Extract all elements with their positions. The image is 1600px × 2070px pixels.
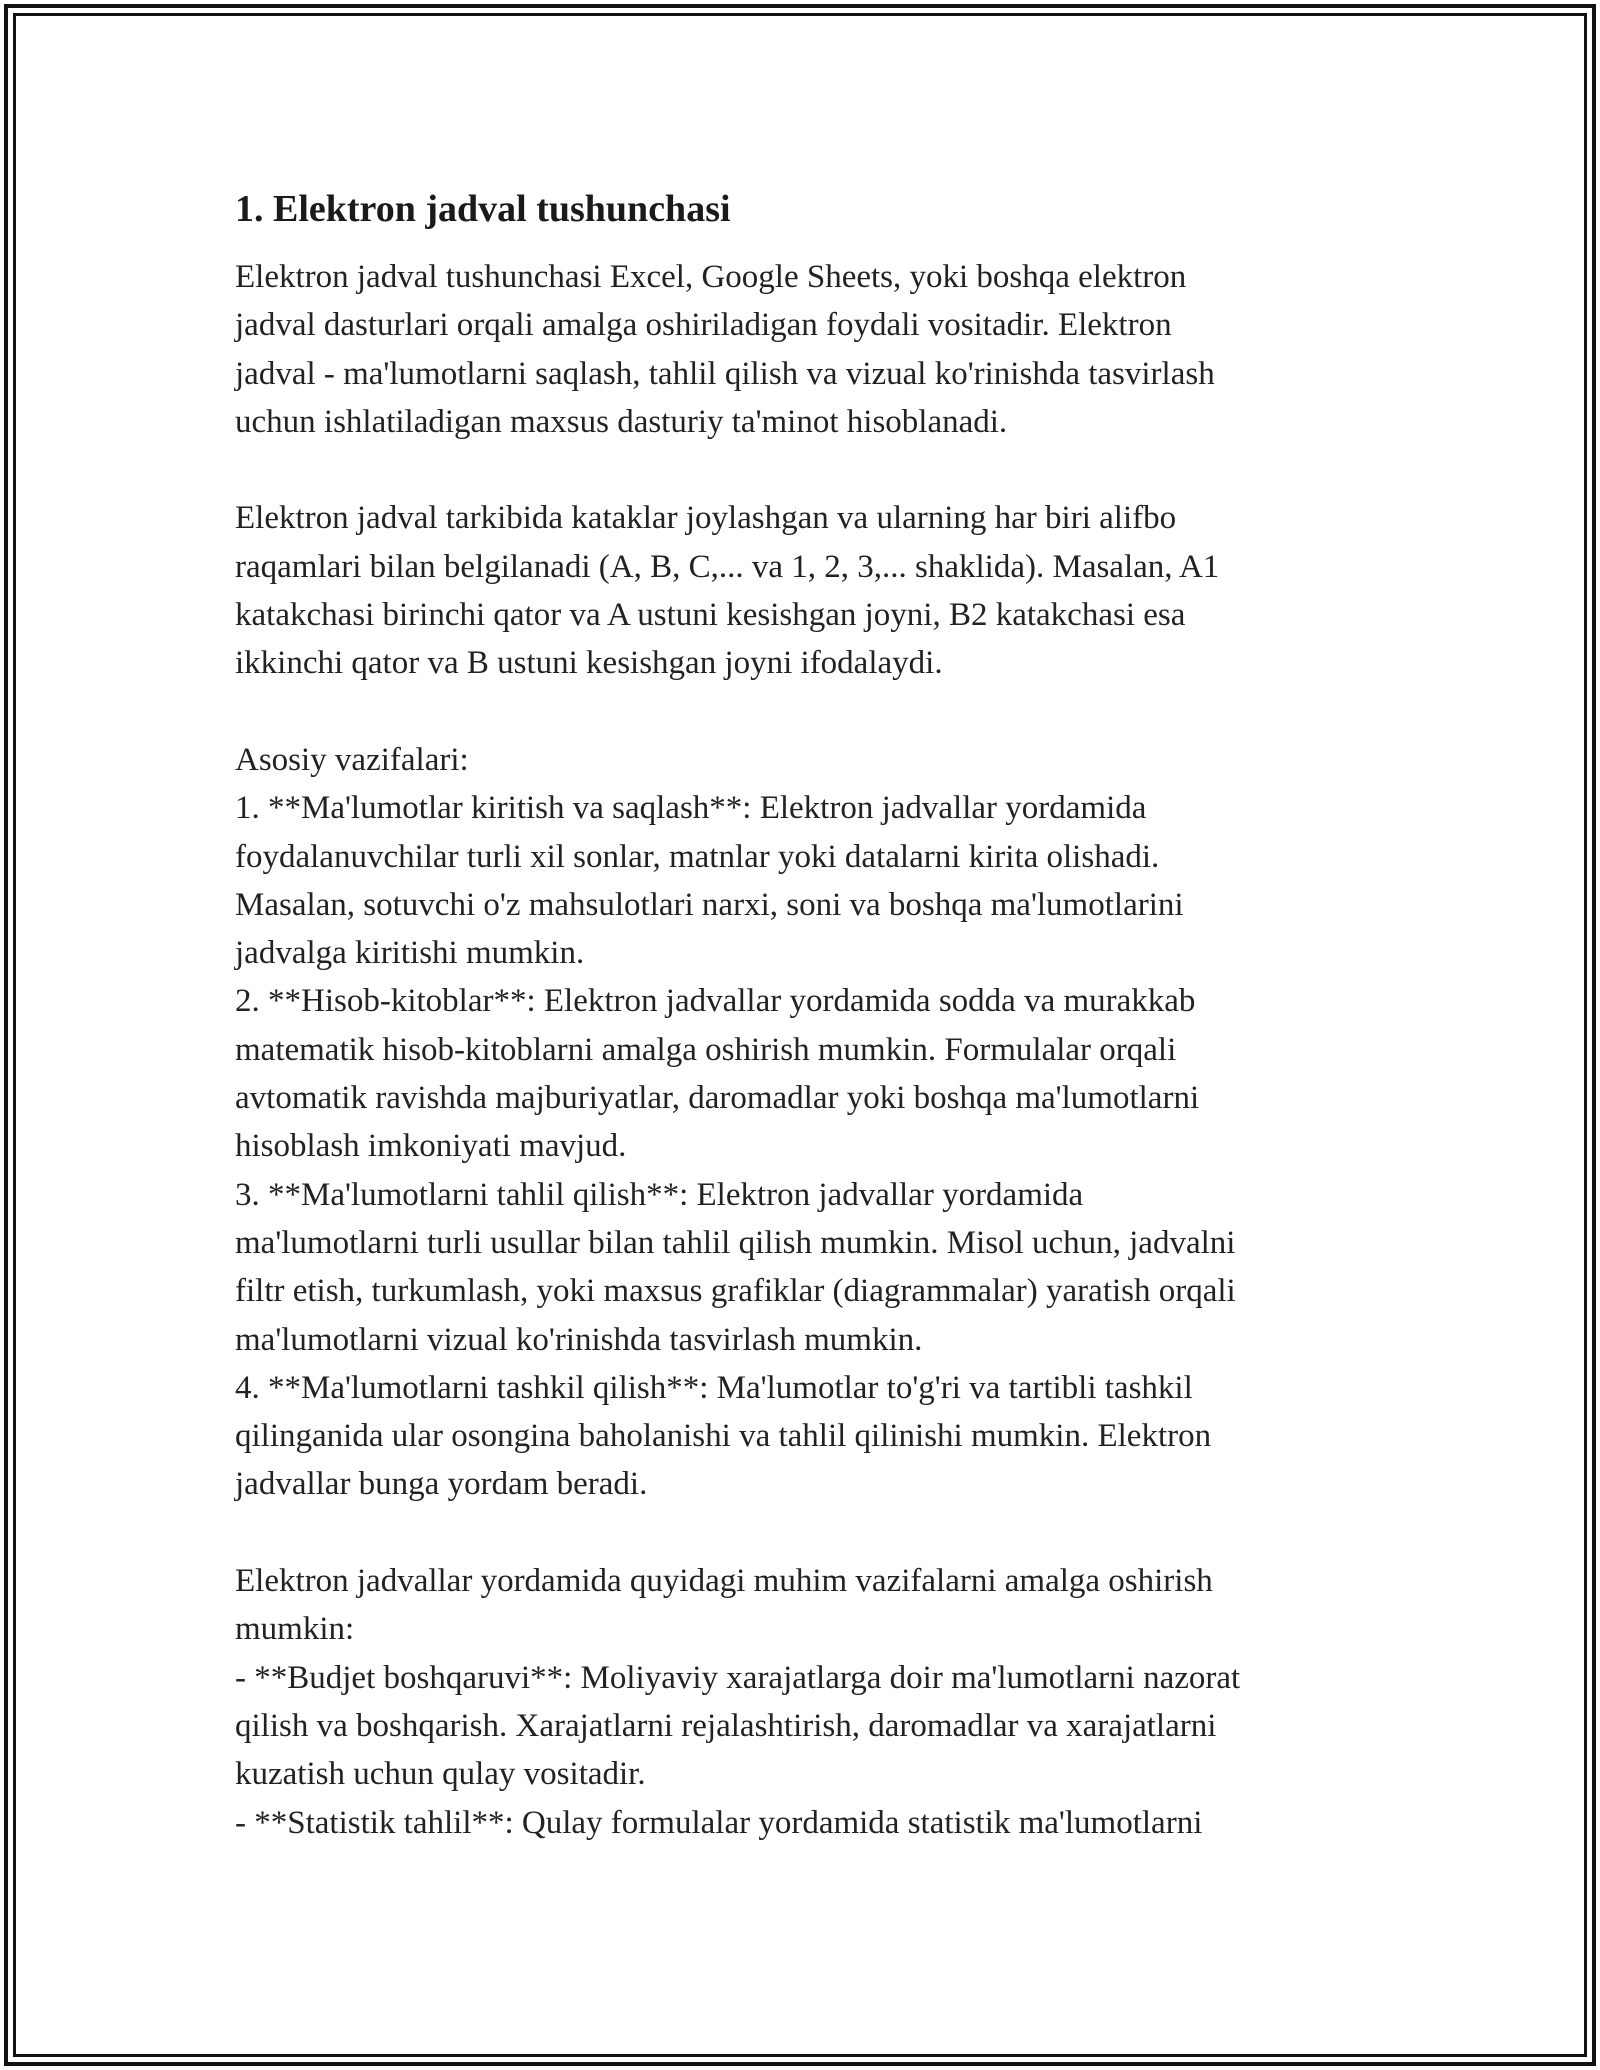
document-title: 1. Elektron jadval tushunchasi bbox=[235, 188, 731, 230]
task-item-1: 1. **Ma'lumotlar kiritish va saqlash**: Elektron jadvallar yordamida foydalanuvchilar turli xil sonlar, matnlar yoki datalarni kirita olishadi. Masalan, sotuvchi o'z mahsulotlari narxi, soni va boshqa ma'lumotlarini jadvalga kiritishi mumkin. bbox=[235, 790, 1184, 972]
task-item-2: 2. **Hisob-kitoblar**: Elektron jadvallar yordamida sodda va murakkab matematik hisob-kitoblarni amalga oshirish mumkin. Formulalar orqali avtomatik ravishda majburiyatlar, daromadlar yoki boshqa ma'lumotlarni hisoblash imkoniyati mavjud. bbox=[235, 983, 1200, 1165]
document-body bbox=[235, 185, 1375, 1847]
task-item-4: 4. **Ma'lumotlarni tashkil qilish**: Ma'lumotlar to'g'ri va tartibli tashkil qilinganida ular osongina baholanishi va tahlil qilinishi mumkin. Elektron jadvallar bunga yordam beradi. bbox=[235, 1369, 1212, 1503]
paragraph-spacer bbox=[235, 1509, 1375, 1557]
task-item-3: 3. **Ma'lumotlarni tahlil qilish**: Elektron jadvallar yordamida ma'lumotlarni turli usullar bilan tahlil qilish mumkin. Misol uchun, jadvalni filtr etish, turkumlash, yoki maxsus grafiklar (diagrammalar) yaratish orqali ma'lumotlarni vizual ko'rinishda tasvirlash mumkin. bbox=[235, 1176, 1236, 1358]
usage-intro: Elektron jadvallar yordamida quyidagi muhim vazifalarni amalga oshirish mumkin: bbox=[235, 1563, 1213, 1648]
paragraph-spacer bbox=[235, 446, 1375, 494]
paragraph-cells: Elektron jadval tarkibida kataklar joylashgan va ularning har biri alifbo raqamlari bilan belgilanadi (A, B, C,... va 1, 2, 3,... shaklida). Masalan, A1 katakchasi birinchi qator va A ustuni kesishgan joyni, B2 katakchasi esa ikkinchi qator va B ustuni kesishgan joyni ifodalaydi. bbox=[235, 500, 1220, 682]
paragraph-spacer bbox=[235, 688, 1375, 736]
usage-item-2: - **Statistik tahlil**: Qulay formulalar yordamida statistik ma'lumotlarni bbox=[235, 1804, 1203, 1841]
paragraph-definition: Elektron jadval tushunchasi Excel, Google Sheets, yoki boshqa elektron jadval dasturlari orqali amalga oshiriladigan foydali vositadir. Elektron jadval - ma'lumotlarni saqlash, tahlil qilish va vizual ko'rinishda tasvirlash uchun ishlatiladigan maxsus dasturiy ta'minot hisoblanadi. bbox=[235, 259, 1215, 440]
tasks-heading: Asosiy vazifalari: bbox=[235, 741, 469, 778]
usage-item-1: - **Budjet boshqaruvi**: Moliyaviy xarajatlarga doir ma'lumotlarni nazorat qilish va boshqarish. Xarajatlarni rejalashtirish, daromadlar va xarajatlarni kuzatish uchun qulay vositadir. bbox=[235, 1659, 1241, 1793]
